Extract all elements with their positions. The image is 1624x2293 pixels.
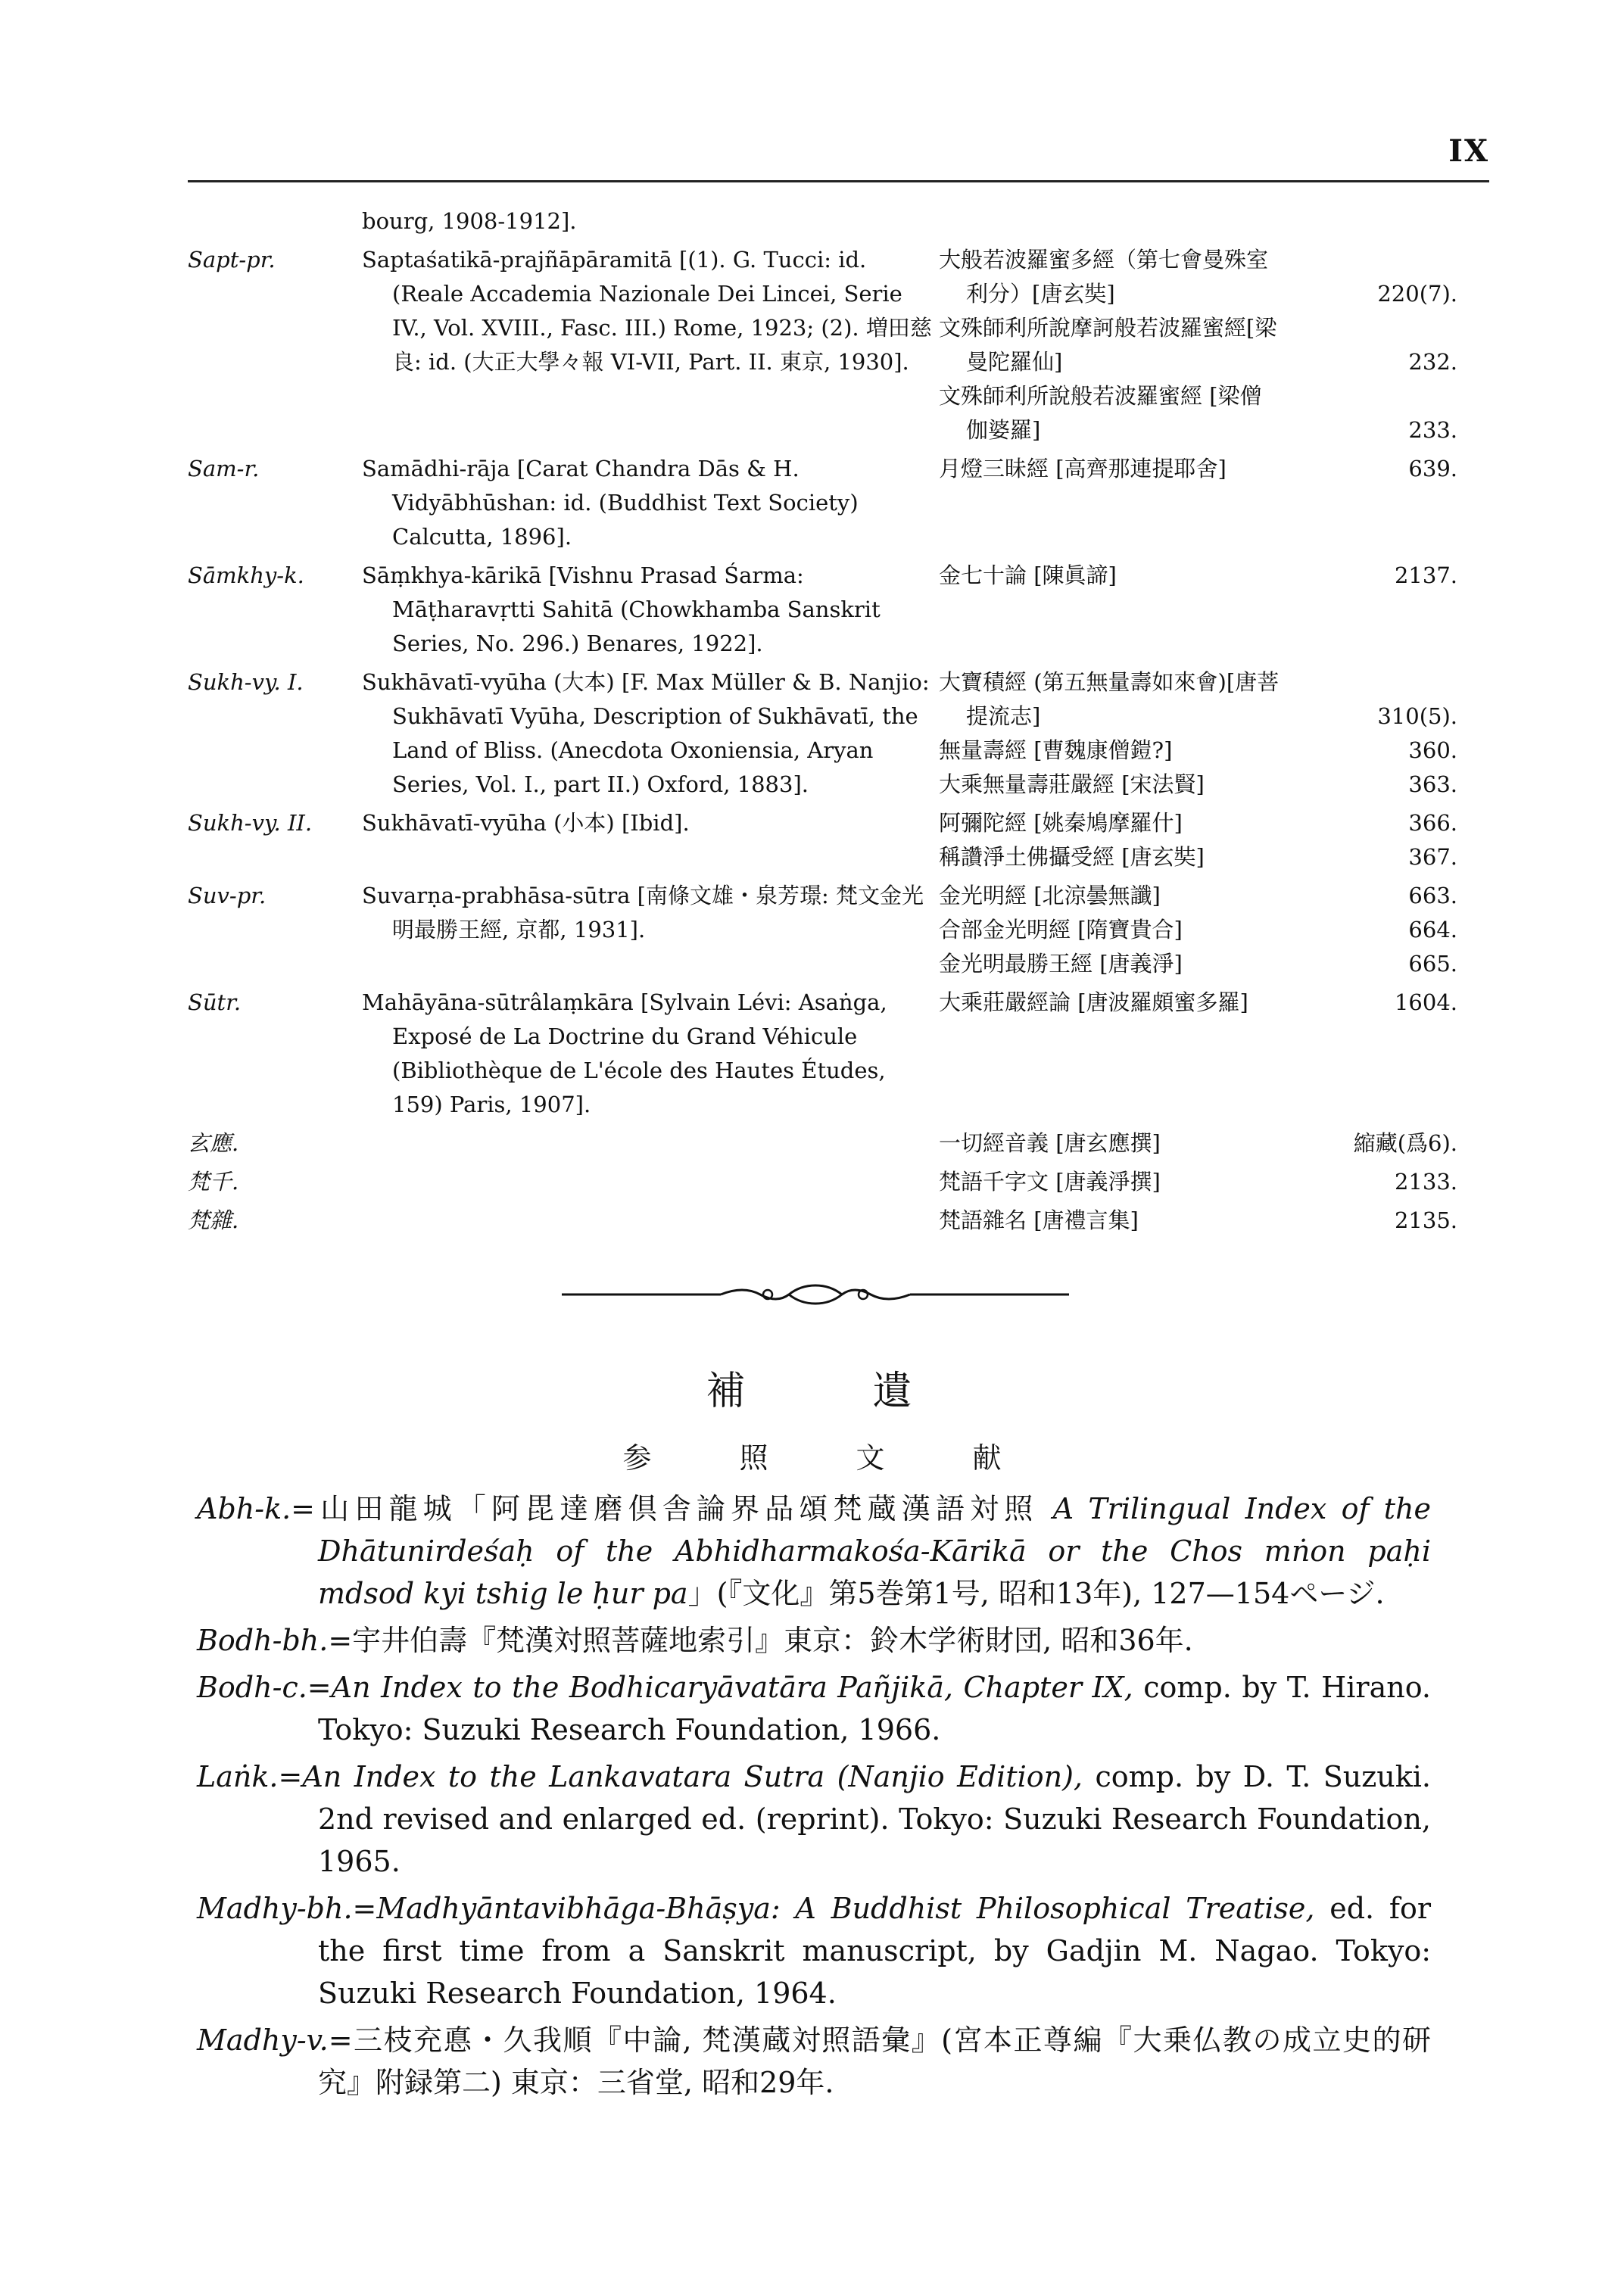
bibliography-text: Madhyāntavibhāga-Bhāṣya: A Buddhist Philosophical Treatise, — [376, 1892, 1315, 1925]
bibliography-text: ed. for the first time from a Sanskrit manuscript, by Gadjin M. Nagao. Tokyo: Suzuki Research Foundation, 1964. — [318, 1892, 1431, 2010]
reference-number: 360. — [1408, 737, 1457, 763]
reference-title: 阿彌陀經 [姚秦鳩摩羅什] — [939, 810, 1183, 836]
entry-references — [939, 665, 1457, 802]
reference-line — [939, 311, 1457, 379]
entry-references — [939, 879, 1457, 981]
reference-title: 文殊師利所說摩訶般若波羅蜜經[梁曼陀羅仙] — [939, 315, 1277, 375]
entry-description — [362, 1165, 937, 1199]
bibliography-abbreviation: Bodh-bh.= — [197, 1624, 353, 1657]
reference-number: 1604. — [1394, 989, 1457, 1015]
bibliography-entry — [197, 2019, 1431, 2104]
reference-number: 2135. — [1394, 1207, 1457, 1233]
bibliography-text: 宇井伯壽『梵漢対照菩薩地索引』東京：鈴木学術財団, 昭和36年. — [352, 1624, 1193, 1657]
reference-number: 2137. — [1394, 562, 1457, 588]
entry-description-text: Samādhi-rāja [Carat Chandra Dās & H. Vidyābhūshan: id. (Buddhist Text Society) Calcutta, 1896]. — [362, 456, 859, 550]
reference-line — [939, 665, 1457, 734]
reference-title: 稱讚淨土佛攝受經 [唐玄奘] — [939, 844, 1205, 870]
index-entry — [0, 452, 1624, 554]
bibliography-entry — [197, 1666, 1431, 1751]
reference-number: 367. — [1408, 844, 1457, 870]
reference-number: 665. — [1408, 951, 1457, 977]
entry-description — [362, 1126, 937, 1161]
index-entry — [0, 879, 1624, 981]
reference-number: 366. — [1408, 810, 1457, 836]
bibliography-abbreviation: Madhy-v.= — [197, 2024, 353, 2057]
bibliography-text: comp. by T. Hirano. Tokyo: Suzuki Research Foundation, 1966. — [318, 1671, 1432, 1746]
reference-number: 664. — [1408, 917, 1457, 942]
reference-line — [939, 734, 1457, 768]
ornament-divider — [562, 1279, 1069, 1310]
bibliography-text: An Index to the Lankavatara Sutra (Nanjio Edition), — [302, 1760, 1083, 1793]
index-entry — [0, 1165, 1624, 1199]
reference-line — [939, 947, 1457, 981]
entry-abbreviation: Sāmkhy-k. — [188, 562, 304, 588]
entry-description-text: bourg, 1908-1912]. — [362, 208, 577, 234]
entry-description — [362, 452, 937, 554]
reference-title: 文殊師利所說般若波羅蜜經 [梁僧伽婆羅] — [939, 383, 1262, 443]
reference-line — [939, 768, 1457, 802]
entry-references — [939, 986, 1457, 1020]
bibliography-abbreviation: Laṅk.= — [197, 1760, 303, 1793]
entry-references — [939, 559, 1457, 593]
supplement-title-char: 補 — [706, 1369, 752, 1414]
reference-number: 220(7). — [1377, 281, 1457, 307]
reference-number: 233. — [1408, 417, 1457, 443]
entry-description-text: Sukhāvatī-vyūha (小本) [Ibid]. — [362, 810, 690, 836]
entry-description — [362, 806, 937, 840]
entry-description-text: Sukhāvatī-vyūha (大本) [F. Max Müller & B. Nanjio: Sukhāvatī Vyūha, Description of Sukhāvatī, the Land of Bliss. (Anecdota Oxoniensia, Aryan Series, Vol. I., part II.) Oxford, 1883]. — [362, 669, 930, 797]
entry-description-text: Sāṃkhya-kārikā [Vishnu Prasad Śarma: Māṭharavṛtti Sahitā (Chowkhamba Sanskrit Series, No. 296.) Benares, 1922]. — [362, 562, 881, 656]
supplement-subtitle-char: 文 — [856, 1441, 885, 1475]
reference-number: 310(5). — [1377, 703, 1457, 729]
bibliography-text: 山田龍城「阿毘達磨倶舎論界品頌梵蔵漢語対照 — [315, 1492, 1053, 1525]
entry-abbreviation: 梵雜. — [188, 1207, 239, 1233]
bibliography-abbreviation: Bodh-c.= — [197, 1671, 332, 1704]
index-entry — [0, 986, 1624, 1122]
bibliography-entry — [197, 1619, 1431, 1662]
reference-number: 2133. — [1394, 1169, 1457, 1195]
bibliography-entry — [197, 1488, 1431, 1615]
entry-description — [362, 879, 937, 947]
reference-line — [939, 879, 1457, 913]
bibliography-text: 」(『文化』第5巻第1号, 昭和13年), 127—154ページ. — [687, 1577, 1385, 1610]
entry-references — [939, 243, 1457, 447]
entry-references — [939, 806, 1457, 874]
supplement-subtitle-char: 参 — [622, 1441, 652, 1475]
bibliography-abbreviation: Madhy-bh.= — [197, 1892, 377, 1925]
reference-line — [939, 913, 1457, 947]
bibliography-text: A Trilingual Index of the Dhātunirdeśaḥ of the Abhidharmakośa-Kārikā or the Chos mṅon paḥi mdsod kyi tshig le ḥur pa — [318, 1492, 1431, 1610]
entry-abbreviation: Sam-r. — [188, 456, 260, 481]
entry-description-text: Saptaśatikā-prajñāpāramitā [(1). G. Tucci: id. (Reale Accademia Nazionale Dei Lincei, Serie IV., Vol. XVIII., Fasc. III.) Rome, 1923; (2). 増田慈良: id. (大正大學々報 VI-VII, Part. II. 東京, 1930]. — [362, 247, 932, 375]
reference-number: 639. — [1408, 456, 1457, 481]
index-entries — [0, 204, 1624, 1242]
reference-title: 梵語雜名 [唐禮言集] — [939, 1207, 1139, 1233]
bibliography-text: 三枝充悳・久我順『中論, 梵漢蔵対照語彙』(宮本正尊編『大乗仏教の成立史的研究』附録第二) 東京：三省堂, 昭和29年. — [318, 2024, 1431, 2099]
bibliography-text: comp. by D. T. Suzuki. 2nd revised and enlarged ed. (reprint). Tokyo: Suzuki Research Foundation, 1965. — [318, 1760, 1431, 1878]
entry-references — [939, 1126, 1457, 1161]
bibliography-list — [197, 1488, 1431, 2108]
header-rule — [188, 180, 1489, 182]
reference-title: 梵語千字文 [唐義淨撰] — [939, 1169, 1161, 1195]
bibliography-text: An Index to the Bodhicaryāvatāra Pañjikā, Chapter IX, — [331, 1671, 1133, 1704]
entry-description — [362, 204, 937, 238]
bibliography-entry — [197, 1756, 1431, 1883]
reference-title: 金七十論 [陳眞諦] — [939, 562, 1117, 588]
reference-number: 363. — [1408, 771, 1457, 797]
reference-line — [939, 840, 1457, 874]
reference-line — [939, 1165, 1457, 1199]
reference-title: 月燈三昧經 [高齊那連提耶舍] — [939, 456, 1227, 481]
supplement-title-char: 遺 — [872, 1369, 918, 1414]
reference-line — [939, 1204, 1457, 1238]
reference-title: 無量壽經 [曹魏康僧鎧?] — [939, 737, 1173, 763]
reference-title: 大乘無量壽莊嚴經 [宋法賢] — [939, 771, 1205, 797]
entry-references — [939, 452, 1457, 486]
entry-description — [362, 559, 937, 661]
reference-line — [939, 1126, 1457, 1161]
entry-references — [939, 1165, 1457, 1199]
reference-line — [939, 243, 1457, 311]
reference-title: 一切經音義 [唐玄應撰] — [939, 1130, 1161, 1156]
entry-abbreviation: Sukh-vy. I. — [188, 669, 304, 695]
entry-abbreviation: 玄應. — [188, 1130, 239, 1156]
index-entry — [0, 204, 1624, 238]
entry-description — [362, 1204, 937, 1238]
reference-title: 金光明經 [北涼曇無讖] — [939, 883, 1161, 908]
entry-abbreviation: Sūtr. — [188, 989, 242, 1015]
bibliography-entry — [197, 1887, 1431, 2014]
reference-title: 大般若波羅蜜多經（第七會曼殊室利分）[唐玄奘] — [939, 247, 1269, 307]
supplement-subtitle-char: 照 — [739, 1441, 768, 1475]
index-entry — [0, 806, 1624, 874]
reference-line — [939, 806, 1457, 840]
reference-line — [939, 986, 1457, 1020]
index-entry — [0, 1126, 1624, 1161]
entry-abbreviation: 梵千. — [188, 1169, 239, 1195]
entry-description-text: Suvarṇa-prabhāsa-sūtra [南條文雄・泉芳璟: 梵文金光明最勝王經, 京都, 1931]. — [362, 883, 924, 942]
reference-title: 大寶積經 (第五無量壽如來會)[唐菩提流志] — [939, 669, 1280, 729]
reference-number: 663. — [1408, 883, 1457, 908]
reference-line — [939, 452, 1457, 486]
reference-title: 合部金光明經 [隋寶貴合] — [939, 917, 1183, 942]
reference-number: 232. — [1408, 349, 1457, 375]
entry-description — [362, 243, 937, 379]
index-entry — [0, 559, 1624, 661]
index-entry — [0, 665, 1624, 802]
supplement-subtitle-char: 献 — [972, 1441, 1002, 1475]
entry-abbreviation: Suv-pr. — [188, 883, 267, 908]
page-number: IX — [1448, 133, 1489, 169]
entry-abbreviation: Sukh-vy. II. — [188, 810, 313, 836]
entry-references — [939, 1204, 1457, 1238]
reference-line — [939, 559, 1457, 593]
entry-abbreviation: Sapt-pr. — [188, 247, 276, 273]
reference-number: 縮藏(爲6). — [1353, 1130, 1457, 1156]
entry-description-text: Mahāyāna-sūtrâlaṃkāra [Sylvain Lévi: Asaṅga, Exposé de La Doctrine du Grand Véhicule (Bibliothèque de L'école des Hautes Études, 159) Paris, 1907]. — [362, 989, 887, 1117]
index-entry — [0, 1204, 1624, 1238]
reference-line — [939, 379, 1457, 447]
index-entry — [0, 243, 1624, 447]
supplement-subtitle — [0, 1435, 1624, 1476]
reference-title: 大乘莊嚴經論 [唐波羅頗蜜多羅] — [939, 989, 1248, 1015]
entry-description — [362, 986, 937, 1122]
supplement-title — [0, 1359, 1624, 1416]
entry-description — [362, 665, 937, 802]
reference-title: 金光明最勝王經 [唐義淨] — [939, 951, 1183, 977]
bibliography-abbreviation: Abh-k.= — [197, 1492, 316, 1525]
